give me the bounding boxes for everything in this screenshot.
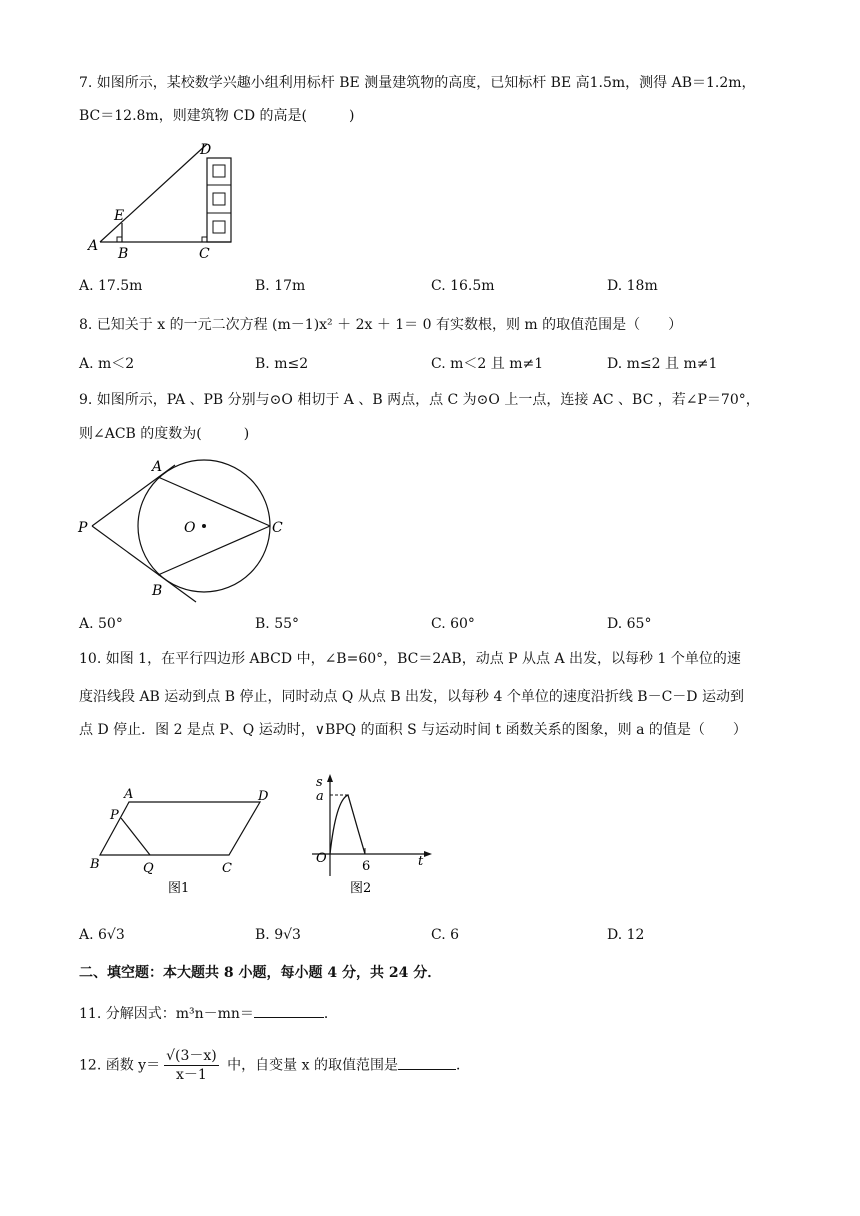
q7-line2: BC＝12.8m，则建筑物 CD 的高是( ) — [79, 108, 355, 124]
q12-numerator: √(3－x) — [166, 1048, 217, 1064]
q11-answer-blank[interactable] — [254, 1003, 324, 1018]
q12-prefix: 12. 函数 y＝ — [79, 1057, 161, 1074]
q10-fig1-label-q: Q — [143, 861, 154, 876]
q10-fig2-label-a: a — [316, 789, 324, 804]
q10-option-c: C. 6 — [431, 927, 460, 943]
q10-line3: 点 D 停止．图 2 是点 P、Q 运动时，∨BPQ 的面积 S 与运动时间 t 函数关系的图象，则 a 的值是（ ） — [79, 722, 747, 738]
q7-option-a: A. 17.5m — [79, 278, 143, 294]
q7-label-c: C — [199, 246, 210, 262]
q10-fig1-label-c: C — [222, 861, 232, 876]
q10-fig1-label-d: D — [258, 789, 269, 804]
q7-line1: 7. 如图所示，某校数学兴趣小组利用标杆 BE 测量建筑物的高度，已知标杆 BE 高1.5m，测得 AB＝1.2m， — [79, 75, 756, 91]
q7-label-d: D — [200, 142, 212, 158]
q10-figure-1 — [88, 782, 278, 897]
q9-line2: 则∠ACB 的度数为( ) — [79, 426, 250, 442]
q12-suffix: 中，自变量 x 的取值范围是 — [222, 1057, 398, 1074]
q10-option-d: D. 12 — [607, 927, 645, 943]
q12-end: ． — [455, 1057, 470, 1074]
q9-label-o: O — [184, 520, 196, 536]
q8-option-b: B. m≤2 — [255, 356, 309, 372]
q10-fig2-caption: 图2 — [350, 881, 372, 896]
q10-line1: 10. 如图 1，在平行四边形 ABCD 中，∠B=60°，BC＝2AB，动点 P 从点 A 出发，以每秒 1 个单位的速 — [79, 651, 741, 667]
q11-prefix: 11. 分解因式：m³n－mn＝ — [79, 1006, 254, 1022]
q8-option-a: A. m＜2 — [79, 356, 135, 372]
q9-figure — [72, 452, 297, 607]
q7-option-b: B. 17m — [255, 278, 306, 294]
q7-label-b: B — [118, 246, 129, 262]
q9-label-c: C — [272, 520, 283, 536]
section-2-heading: 二、填空题：本大题共 8 小题，每小题 4 分，共 24 分． — [79, 965, 442, 981]
q7-label-a: A — [88, 238, 99, 254]
q10-fig2-label-six: 6 — [362, 859, 371, 874]
q7-option-c: C. 16.5m — [431, 278, 495, 294]
q7-figure — [80, 138, 250, 263]
q7-option-d: D. 18m — [607, 278, 658, 294]
q7-label-e: E — [114, 208, 125, 224]
q10-fig2-label-s: s — [316, 775, 323, 790]
q12-denominator: x－1 — [176, 1067, 207, 1083]
q10-fig1-caption: 图1 — [168, 881, 190, 896]
q10-line2: 度沿线段 AB 运动到点 B 停止，同时动点 Q 从点 B 出发，以每秒 4 个单位的速度沿折线 B－C－D 运动到 — [79, 689, 744, 705]
q10-fig1-label-p: P — [110, 808, 119, 823]
q9-option-a: A. 50° — [79, 616, 123, 632]
q8-option-d: D. m≤2 且 m≠1 — [607, 356, 718, 372]
q12-answer-blank[interactable] — [398, 1055, 456, 1070]
q9-label-p: P — [78, 520, 88, 536]
q9-label-a: A — [152, 459, 163, 475]
q10-fig2-label-t: t — [418, 854, 424, 869]
q8-line1: 8. 已知关于 x 的一元二次方程 (m－1)x² ＋ 2x ＋ 1＝ 0 有实数根，则 m 的取值范围是（ ） — [79, 317, 683, 333]
q9-option-c: C. 60° — [431, 616, 475, 632]
q8-option-c: C. m＜2 且 m≠1 — [431, 356, 544, 372]
q12-fraction — [164, 1047, 219, 1084]
q9-option-d: D. 65° — [607, 616, 652, 632]
q10-fig1-label-b: B — [90, 857, 100, 872]
q10-fig1-label-a: A — [124, 787, 134, 802]
q9-option-b: B. 55° — [255, 616, 300, 632]
q10-fig2-label-o: O — [316, 851, 327, 866]
q10-option-a: A. 6√3 — [79, 927, 125, 943]
q10-figure-2 — [300, 770, 440, 897]
q9-line1: 9. 如图所示，PA 、PB 分别与⊙O 相切于 A 、B 两点，点 C 为⊙O 上一点，连接 AC 、BC ，若∠P＝70°， — [79, 392, 760, 408]
q12-line — [79, 1047, 470, 1084]
q11-line — [79, 1003, 338, 1024]
q10-option-b: B. 9√3 — [255, 927, 301, 943]
q9-label-b: B — [152, 583, 163, 599]
q11-suffix: ． — [323, 1006, 338, 1022]
